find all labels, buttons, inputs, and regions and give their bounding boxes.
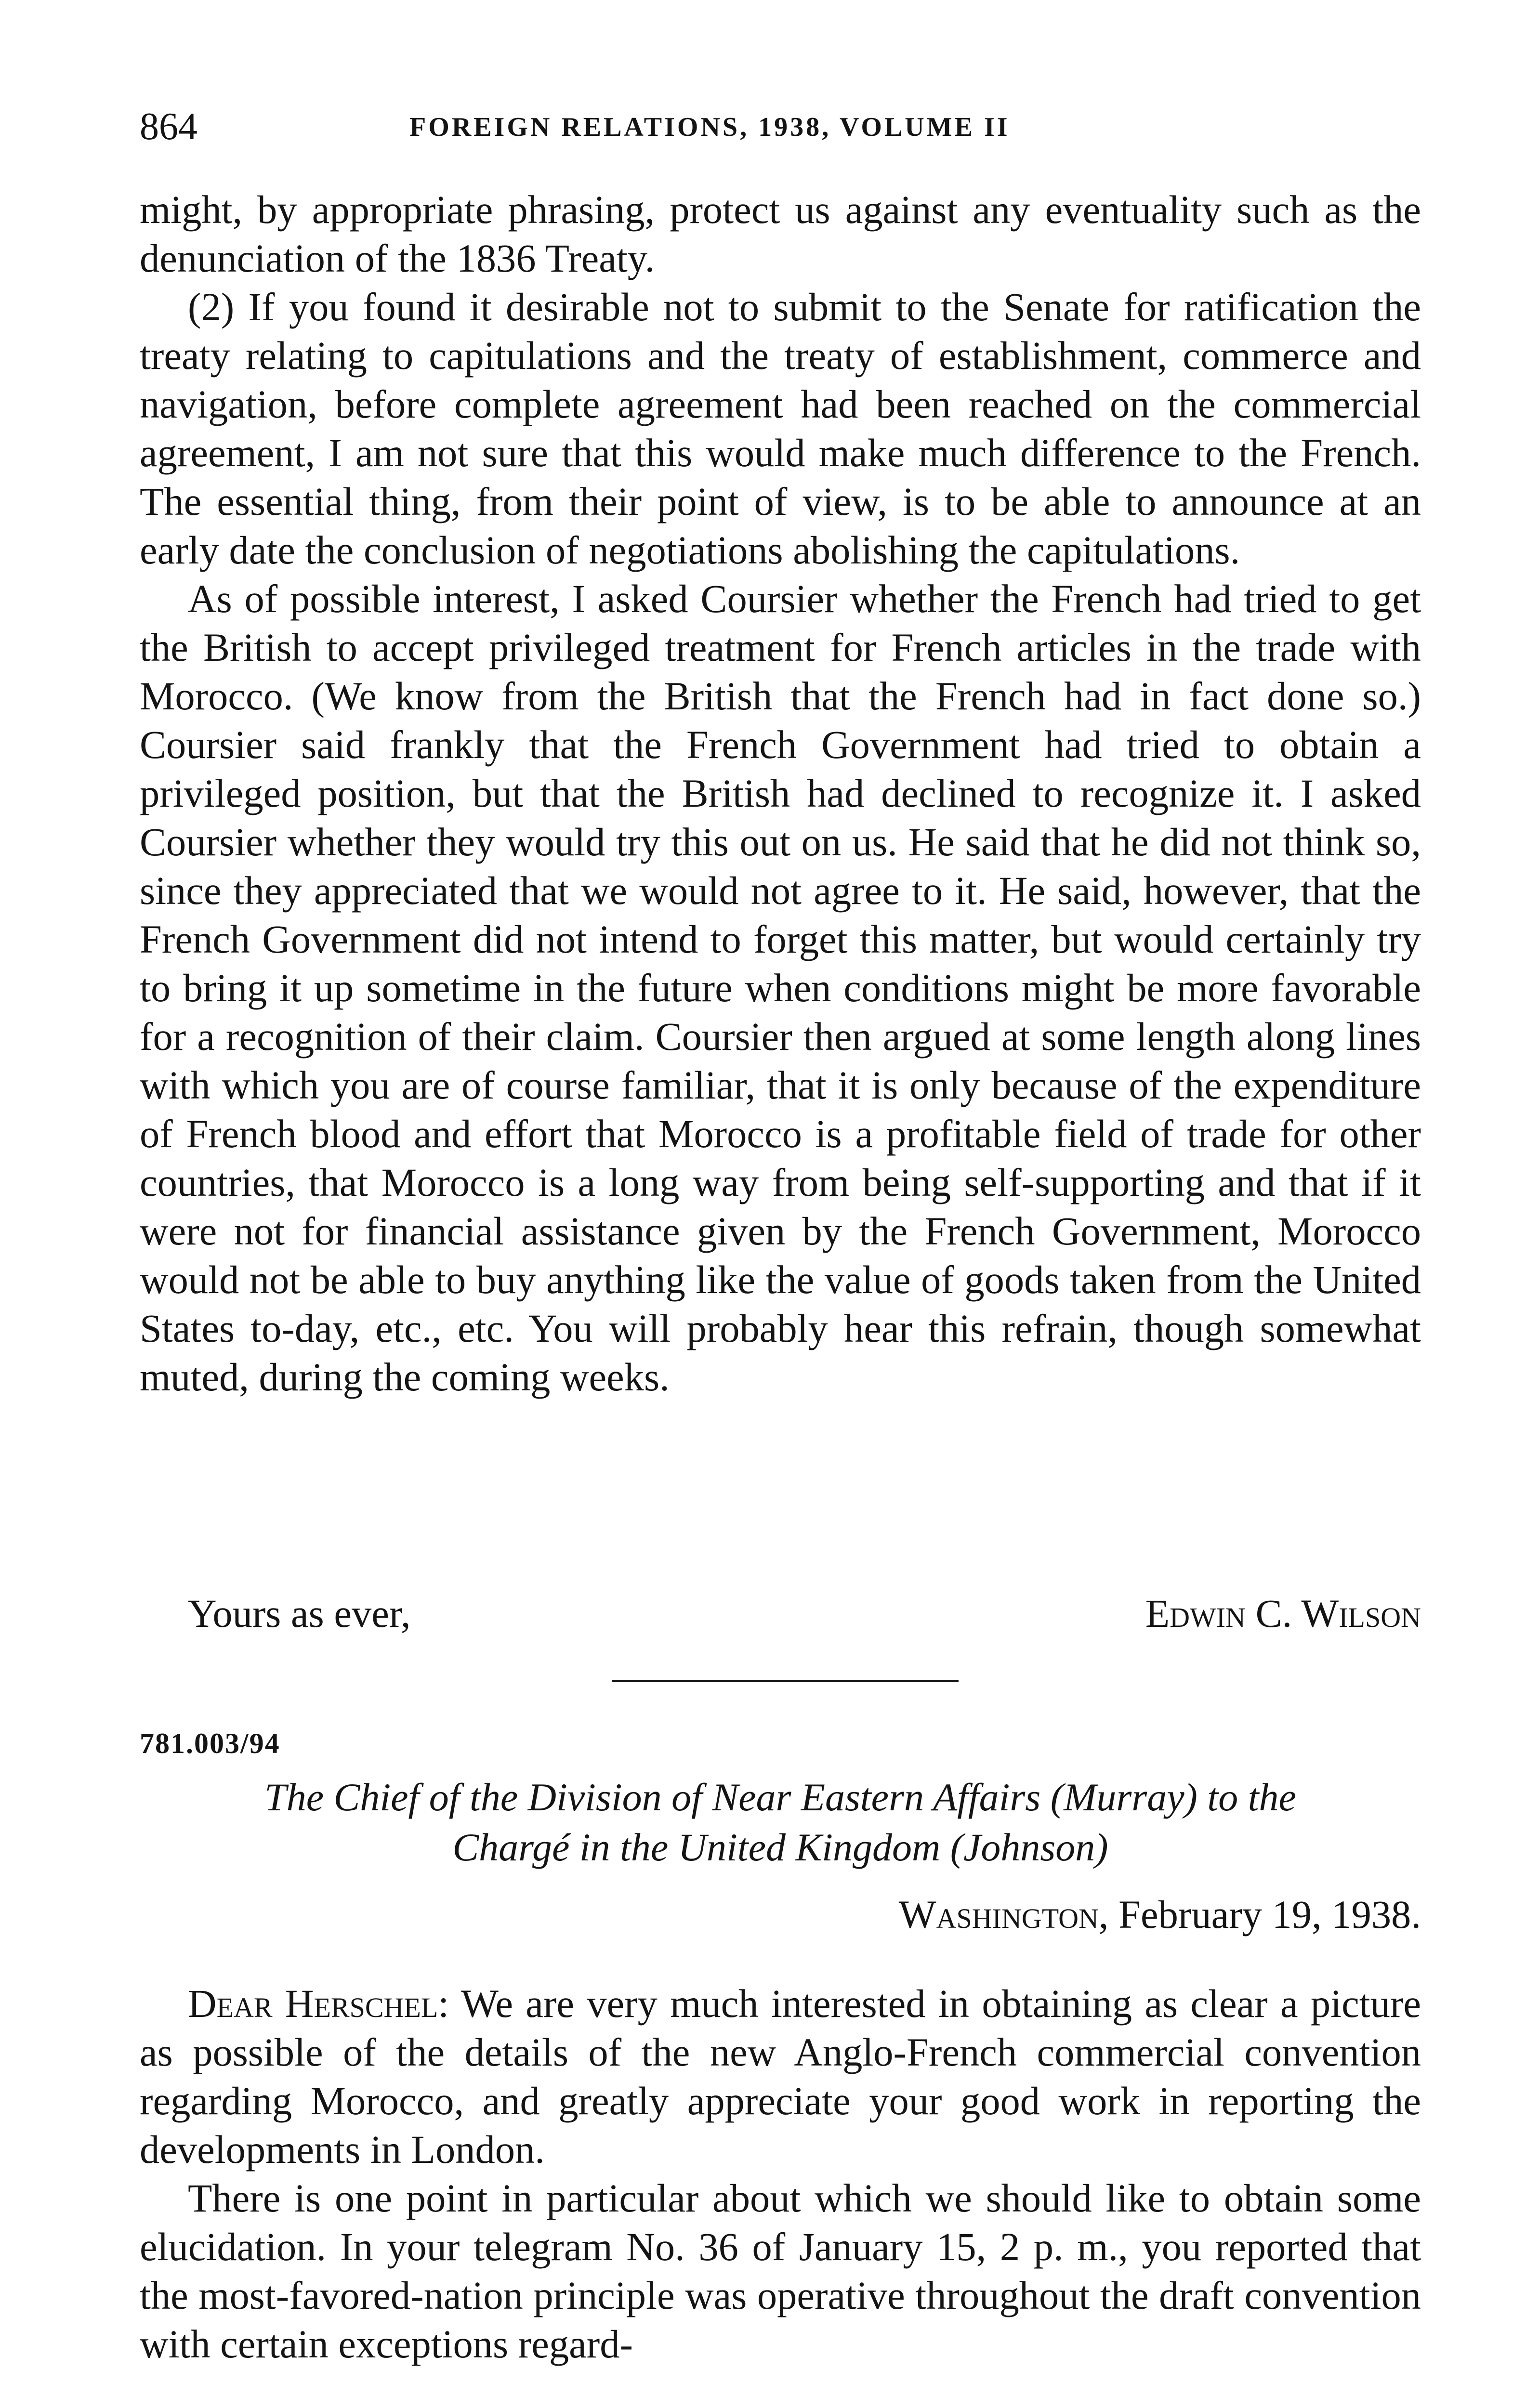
heading-title-1: The Chief of the Division of Near Eastern Affairs [264, 1775, 1041, 1819]
dateline [899, 1890, 1421, 1939]
dateline-place: Washington, [898, 1892, 1109, 1937]
letter-body [140, 185, 1421, 1401]
heading-to: to the [1207, 1775, 1296, 1819]
paragraph-coursier: As of possible interest, I asked Coursier whether the French had tried to get the British to accept privileged treatment for French articles in the trade with Morocco. (We know from the British that the French had in fact done so.) Coursier said frankly that the French Government had tried to obtain a privileged position, but that the British had declined to recognize it. I asked Coursier whether they would try this out on us. He said that he did not think so, since they appreciated that we would not agree to it. He said, however, that the French Government did not intend to forget this matter, but would certainly try to bring it up sometime in the future when conditions might be more favorable for a recognition of their claim. Coursier then argued at some length along lines with which you are of course familiar, that it is only because of the expenditure of French blood and effort that Morocco is a profitable field of trade for other countries, that Morocco is a long way from being self-supporting and that if it were not for financial assistance given by the French Government, Morocco would not be able to buy anything like the value of goods taken from the United States to-day, etc., etc. You will probably hear this refrain, though somewhat muted, during the coming weeks. [140, 576, 1421, 1399]
paragraph-continued: might, by appropriate phrasing, protect us against any eventuality such as the denunciation of the 1836 Treaty. [140, 187, 1421, 280]
heading-name-2: (Johnson) [950, 1825, 1108, 1869]
page-number: 864 [140, 105, 197, 148]
file-number: 781.003/94 [140, 1727, 280, 1759]
page-header [140, 105, 1421, 148]
closing: Yours as ever, [188, 1591, 411, 1636]
paragraph-1-text: We are very much interested in obtaining as clear a picture as possible of the details of the new Anglo-French commercial convention regarding Morocco, and greatly appreciate your good work in reporting the developments in London. [140, 1981, 1421, 2172]
letter2-body [140, 1979, 1421, 2369]
dateline-date: February 19, 1938. [1118, 1892, 1421, 1937]
salutation: Dear Herschel: [188, 1981, 449, 2026]
letter-signoff [140, 1589, 1421, 1642]
paragraph-salutation [140, 1979, 1421, 2174]
section-divider [612, 1680, 959, 1682]
document-heading [140, 1772, 1421, 1872]
paragraph-2: There is one point in particular about which we should like to obtain some elucidation. In your telegram No. 36 of January 15, 2 p. m., you reported that the most-favored-nation principle was operative throughout the draft convention with certain exceptions regard- [140, 2176, 1421, 2366]
heading-title-2: Chargé in the United Kingdom [452, 1825, 941, 1869]
paragraph-point-2: (2) If you found it desirable not to submit to the Senate for ratification the treaty relating to capitulations and the treaty of establishment, commerce and navigation, before complete agreement had been reached on the commercial agreement, I am not sure that this would make much difference to the French. The essential thing, from their point of view, is to be able to announce at an early date the conclusion of negotiations abolishing the capitulations. [140, 285, 1421, 572]
signature: Edwin C. Wilson [1145, 1591, 1421, 1636]
heading-name-1: (Murray) [1050, 1775, 1197, 1819]
running-title: FOREIGN RELATIONS, 1938, VOLUME II [409, 112, 1010, 142]
